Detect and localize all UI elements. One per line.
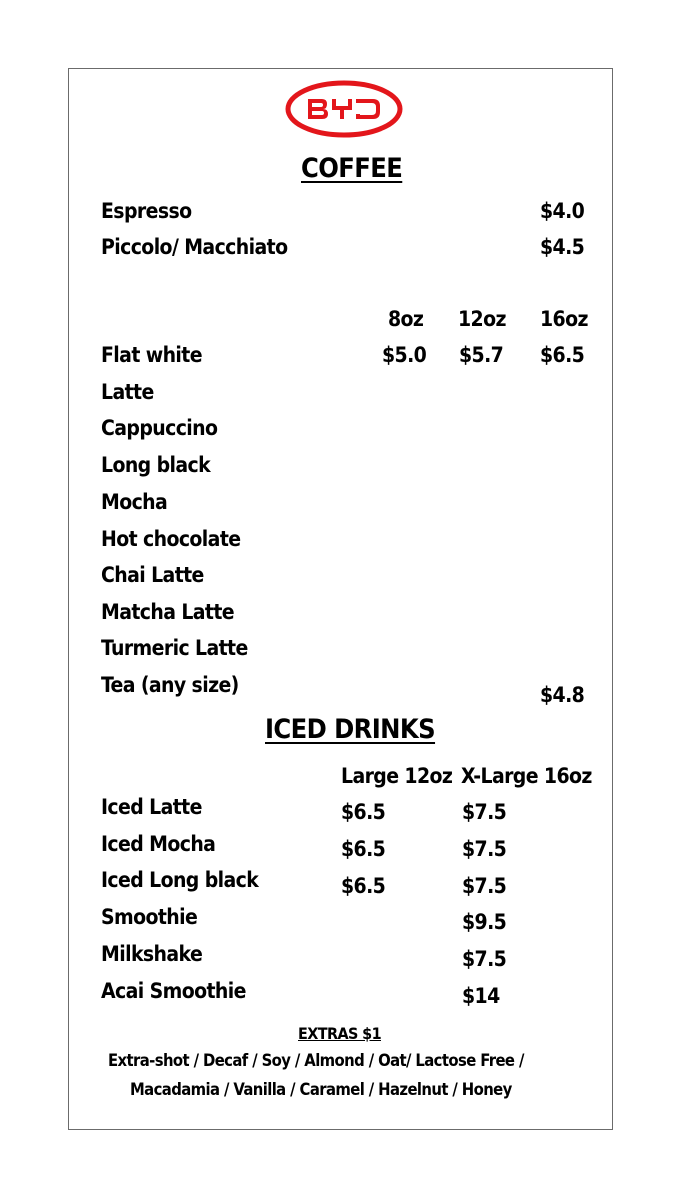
menu-item: Matcha Latte xyxy=(101,600,235,624)
iced-item: Smoothie xyxy=(101,905,198,929)
menu-item-piccolo: Piccolo/ Macchiato xyxy=(101,235,288,259)
menu-item-tea: Tea (any size) xyxy=(101,673,239,697)
iced-item: Iced Long black xyxy=(101,868,259,892)
price-12oz: $5.7 xyxy=(459,343,504,367)
iced-price-large: $6.5 xyxy=(341,874,386,898)
iced-price-xlarge: $14 xyxy=(462,984,500,1008)
iced-item: Acai Smoothie xyxy=(101,979,246,1003)
menu-item-espresso: Espresso xyxy=(101,199,192,223)
menu-item: Hot chocolate xyxy=(101,527,241,551)
coffee-heading: COFFEE xyxy=(301,153,403,184)
size-12oz: 12oz xyxy=(458,307,506,331)
price-piccolo: $4.5 xyxy=(540,235,585,259)
price-8oz: $5.0 xyxy=(382,343,427,367)
iced-price-xlarge: $7.5 xyxy=(462,947,507,971)
iced-price-large: $6.5 xyxy=(341,800,386,824)
iced-price-xlarge: $9.5 xyxy=(462,910,507,934)
extras-title: EXTRAS $1 xyxy=(298,1024,381,1043)
size-8oz: 8oz xyxy=(388,307,424,331)
price-espresso: $4.0 xyxy=(540,199,585,223)
menu-item: Cappuccino xyxy=(101,416,218,440)
size-16oz: 16oz xyxy=(540,307,588,331)
iced-drinks-heading: ICED DRINKS xyxy=(265,714,436,745)
menu-item: Turmeric Latte xyxy=(101,636,248,660)
menu-item: Mocha xyxy=(101,490,168,514)
iced-price-xlarge: $7.5 xyxy=(462,837,507,861)
price-16oz: $6.5 xyxy=(540,343,585,367)
menu-item: Chai Latte xyxy=(101,563,204,587)
iced-item: Iced Latte xyxy=(101,795,202,819)
menu-item: Latte xyxy=(101,380,154,404)
iced-price-large: $6.5 xyxy=(341,837,386,861)
iced-price-xlarge: $7.5 xyxy=(462,874,507,898)
iced-item: Iced Mocha xyxy=(101,832,216,856)
price-tea: $4.8 xyxy=(540,683,585,707)
menu-card xyxy=(68,68,613,1130)
menu-item: Long black xyxy=(101,453,211,477)
size-large-12oz: Large 12oz xyxy=(341,764,453,788)
extras-list-line-2: Macadamia / Vanilla / Caramel / Hazelnut / Honey xyxy=(130,1080,512,1099)
extras-list-line-1: Extra-shot / Decaf / Soy / Almond / Oat/ Lactose Free / xyxy=(108,1051,524,1070)
iced-item: Milkshake xyxy=(101,942,203,966)
iced-price-xlarge: $7.5 xyxy=(462,800,507,824)
byd-logo xyxy=(285,80,403,138)
menu-item: Flat white xyxy=(101,343,202,367)
size-xlarge-16oz: X-Large 16oz xyxy=(461,764,592,788)
